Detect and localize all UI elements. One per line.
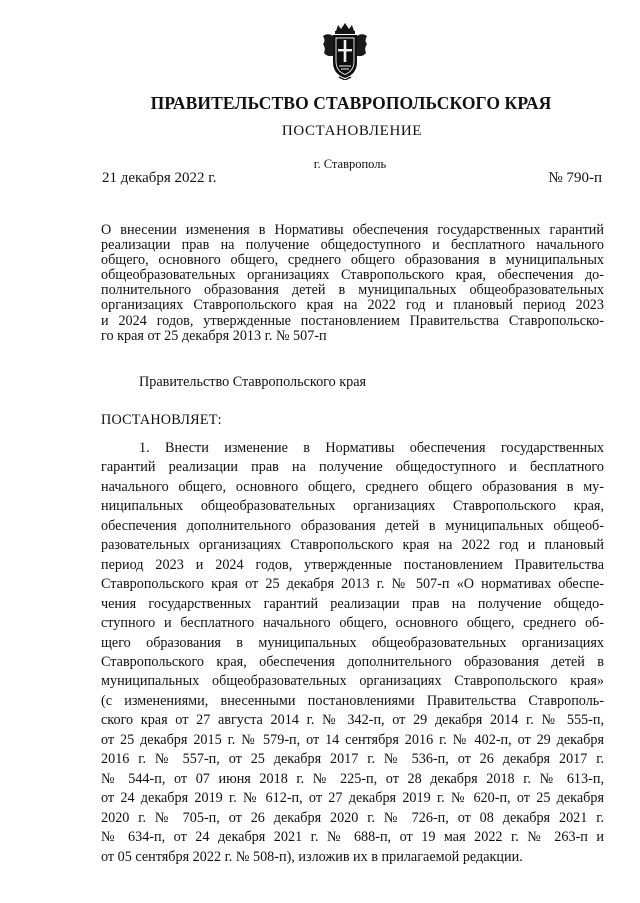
city: г. Ставрополь	[313, 157, 387, 171]
paragraph-line: начального общего, основного общего, среднего общего образования в му-	[101, 478, 604, 495]
subject-line: общеобразовательных организациях Ставропольского края, обеспечения до-	[101, 267, 604, 284]
paragraph-line: Ставропольского края от 25 декабря 2013 г. № 507-п «О нормативах обеспе-	[101, 576, 604, 593]
subject-line: го края от 25 декабря 2013 г. № 507-п	[101, 327, 327, 344]
paragraph-line: от 24 декабря 2019 г. № 612-п, от 27 декабря 2019 г. № 620-п, от 25 декабря	[101, 790, 604, 807]
paragraph-line: 2020 г. № 705-п, от 26 декабря 2020 г. № 726-п, от 08 декабря 2021 г.	[101, 809, 604, 826]
decree-word: ПОСТАНОВЛЯЕТ:	[101, 412, 222, 428]
paragraph-line: Ставропольского края, обеспечения дополнительного образования детей в	[101, 653, 604, 670]
paragraph-line: щего образования в муниципальных общеобразовательных организациях	[101, 634, 604, 651]
document-date: 21 декабря 2022 г.	[102, 170, 217, 186]
paragraph-line: чения государственных гарантий реализации прав на получение общедо-	[101, 595, 604, 612]
paragraph-line: от 25 декабря 2015 г. № 579-п, от 14 сентября 2016 г. № 402-п, от 29 декабря	[101, 731, 604, 748]
document-type: ПОСТАНОВЛЕНИЕ	[281, 123, 423, 139]
subject-line: общего, основного общего, среднего общего образования в муниципальных	[101, 252, 604, 269]
paragraph-line: 1. Внести изменение в Нормативы обеспечения государственных	[139, 440, 604, 456]
coat-of-arms-emblem	[322, 22, 368, 80]
paragraph-line: № 544-п, от 07 июня 2018 г. № 225-п, от 28 декабря 2018 г. № 613-п,	[101, 770, 604, 787]
document-subject	[101, 223, 604, 344]
subject-line: организациях Ставропольского края на 2022 год и плановый период 2023	[101, 297, 604, 314]
subject-line: реализации прав на получение общедоступного и бесплатного начального	[101, 237, 604, 254]
paragraph-line: 2016 г. № 557-п, от 25 декабря 2017 г. № 536-п, от 26 декабря 2017 г.	[101, 751, 604, 768]
paragraph-line: ниципальных общеобразовательных организациях Ставропольского края,	[101, 498, 604, 515]
paragraph-1	[101, 439, 604, 867]
paragraph-line: обеспечения дополнительного образования детей в муниципальных общеоб-	[101, 517, 604, 534]
paragraph-line: период 2023 и 2024 годов, утвержденные постановлением Правительства	[101, 556, 604, 573]
paragraph-line: муниципальных общеобразовательных организациях Ставропольского края»	[101, 673, 604, 690]
paragraph-line: от 05 сентября 2022 г. № 508-п), изложив их в прилагаемой редакции.	[101, 848, 523, 865]
subject-line: полнительного образования детей в муниципальных общеобразовательных	[101, 282, 604, 299]
document-number: № 790-п	[548, 170, 602, 186]
coat-of-arms-icon	[322, 22, 368, 80]
paragraph-line: гарантий реализации прав на получение общедоступного и бесплатного	[101, 459, 604, 476]
paragraph-line: ступного и бесплатного начального общего, основного общего, среднего об-	[101, 615, 604, 632]
subject-line: О внесении изменения в Нормативы обеспечения государственных гарантий	[101, 222, 604, 238]
paragraph-line: разовательных организациях Ставропольского края на 2022 год и плановый	[101, 537, 604, 554]
government-title: ПРАВИТЕЛЬСТВО СТАВРОПОЛЬСКОГО КРАЯ	[150, 93, 552, 113]
paragraph-line: (с изменениями, внесенными постановлениями Правительства Ставрополь-	[101, 692, 604, 709]
subject-line: и 2024 годов, утвержденные постановлением Правительства Ставропольско-	[101, 312, 604, 329]
paragraph-line: № 634-п, от 24 декабря 2021 г. № 688-п, от 19 мая 2022 г. № 263-п и	[101, 829, 604, 846]
preamble: Правительство Ставропольского края	[139, 374, 367, 390]
paragraph-line: ского края от 27 августа 2014 г. № 342-п, от 29 декабря 2014 г. № 555-п,	[101, 712, 604, 729]
